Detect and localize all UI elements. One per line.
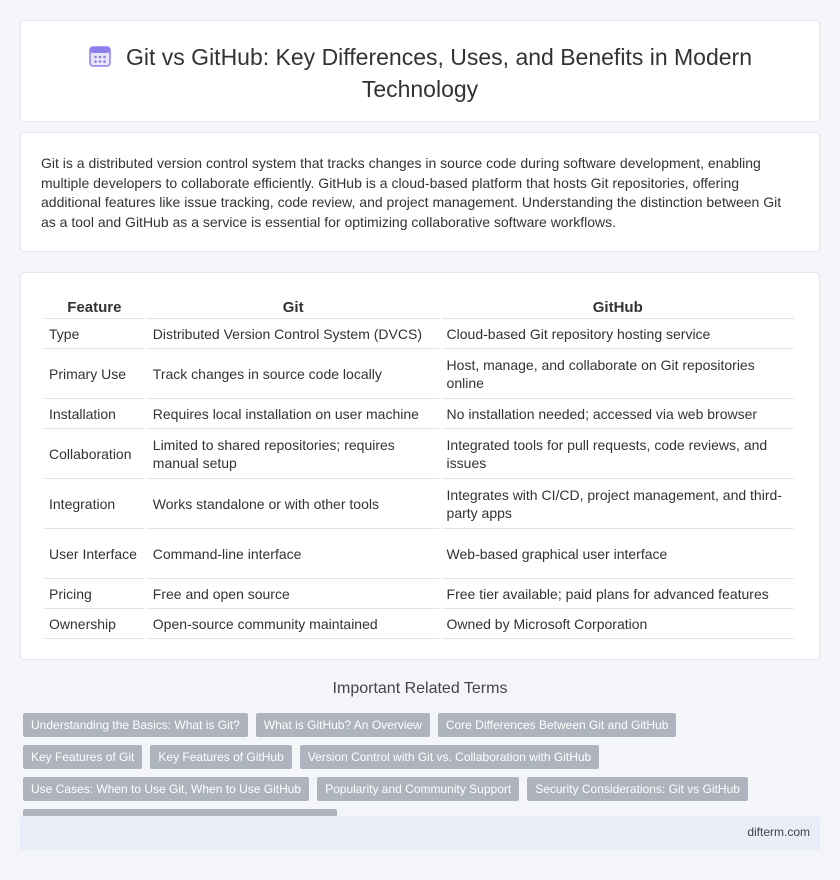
row-feature: Pricing: [44, 579, 145, 609]
table-row: [44, 399, 794, 429]
related-term-tag[interactable]: Key Features of Git: [23, 745, 142, 769]
table-row: [44, 429, 794, 479]
calendar-icon: [88, 44, 112, 75]
related-term-tag[interactable]: Key Features of GitHub: [150, 745, 291, 769]
row-github: Free tier available; paid plans for advanced features: [442, 579, 794, 609]
table-header-row: [44, 297, 794, 319]
row-feature: Integration: [44, 479, 145, 529]
related-term-tag[interactable]: Popularity and Community Support: [317, 777, 519, 801]
row-github: Cloud-based Git repository hosting service: [442, 319, 794, 349]
row-feature: Ownership: [44, 609, 145, 639]
related-term-tag[interactable]: Version Control with Git vs. Collaboration with GitHub: [300, 745, 599, 769]
page-title-wrap: [61, 43, 779, 104]
footer-site-link[interactable]: difterm.com: [747, 825, 810, 839]
row-github: Web-based graphical user interface: [442, 529, 794, 579]
related-term-tag[interactable]: Understanding the Basics: What is Git?: [23, 713, 248, 737]
table-row: [44, 609, 794, 639]
intro-text: Git is a distributed version control system that tracks changes in source code during software development, enabling multiple developers to collaborate efficiently. GitHub is a cloud-based platform that hosts Git repositories, offering additional features like issue tracking, code review, and project management. Understanding the distinction between Git as a tool and GitHub as a service is essential for optimizing collaborative software workflows.: [41, 155, 782, 230]
footer: [20, 816, 820, 850]
row-git: Works standalone or with other tools: [148, 479, 439, 529]
row-git: Requires local installation on user machine: [148, 399, 439, 429]
row-feature: Type: [44, 319, 145, 349]
row-git: Distributed Version Control System (DVCS): [148, 319, 439, 349]
row-github: Integrated tools for pull requests, code reviews, and issues: [442, 429, 794, 479]
header-git: Git: [148, 297, 439, 319]
comparison-card: [20, 272, 820, 660]
row-github: Owned by Microsoft Corporation: [442, 609, 794, 639]
table-row: [44, 479, 794, 529]
row-github: Integrates with CI/CD, project management, and third-party apps: [442, 479, 794, 529]
row-feature: User Interface: [44, 529, 145, 579]
header-card: [20, 20, 820, 122]
related-term-tag[interactable]: Use Cases: When to Use Git, When to Use GitHub: [23, 777, 309, 801]
row-feature: Collaboration: [44, 429, 145, 479]
related-term-tag[interactable]: What is GitHub? An Overview: [256, 713, 430, 737]
row-feature: Installation: [44, 399, 145, 429]
row-github: No installation needed; accessed via web browser: [442, 399, 794, 429]
header-github: GitHub: [442, 297, 794, 319]
row-github: Host, manage, and collaborate on Git repositories online: [442, 349, 794, 399]
table-row: [44, 529, 794, 579]
related-term-tag[interactable]: Security Considerations: Git vs GitHub: [527, 777, 748, 801]
intro-card: [20, 132, 820, 252]
row-git: Track changes in source code locally: [148, 349, 439, 399]
header-feature: Feature: [44, 297, 145, 319]
related-terms-title: Important Related Terms: [332, 680, 508, 697]
page-title: Git vs GitHub: Key Differences, Uses, and Benefits in Modern Technology: [126, 44, 752, 102]
row-git: Free and open source: [148, 579, 439, 609]
comparison-table: [41, 297, 797, 639]
table-row: [44, 319, 794, 349]
table-row: [44, 349, 794, 399]
row-git: Limited to shared repositories; requires manual setup: [148, 429, 439, 479]
row-git: Open-source community maintained: [148, 609, 439, 639]
table-row: [44, 579, 794, 609]
related-term-tag[interactable]: Core Differences Between Git and GitHub: [438, 713, 677, 737]
row-feature: Primary Use: [44, 349, 145, 399]
row-git: Command-line interface: [148, 529, 439, 579]
